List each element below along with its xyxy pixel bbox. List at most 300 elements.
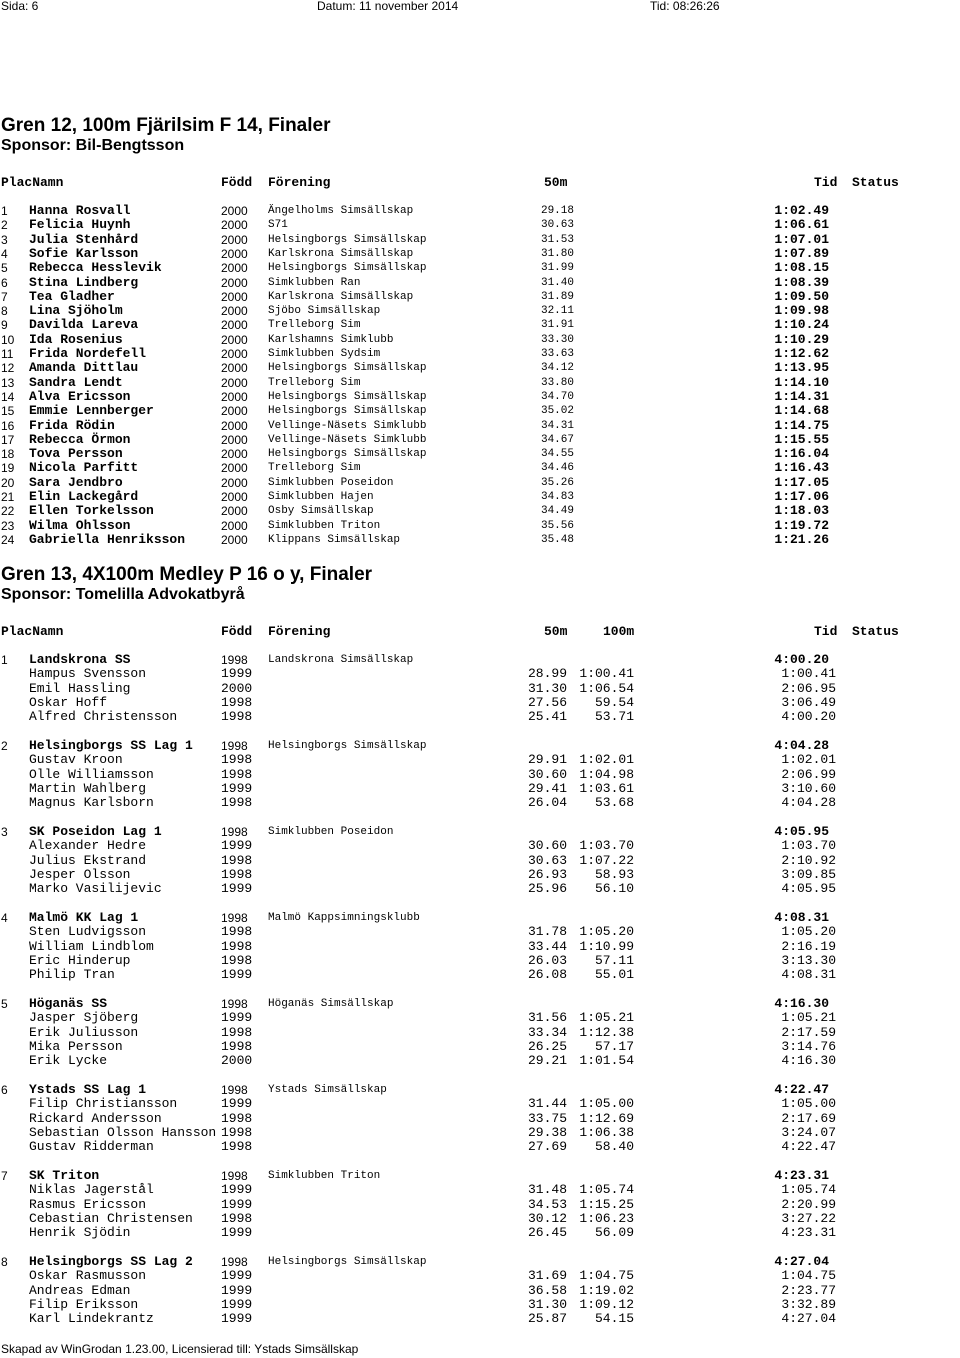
swimmer-row [0, 1312, 960, 1326]
birth-year-cell: 1998 [221, 825, 248, 839]
swimmer-row [0, 1054, 960, 1068]
final-time-cell: 1:14.68 [774, 403, 829, 419]
split-50m-cell: 30.63 [527, 852, 567, 868]
split-50m-cell: 28.99 [527, 666, 567, 682]
birth-year-cell: 2000 [221, 404, 248, 419]
split-50m-cell: 31.80 [540, 247, 574, 260]
swimmer-row [0, 696, 960, 710]
split-50m-cell: 29.18 [540, 205, 574, 217]
table-row [0, 333, 960, 347]
swimmer-row [0, 768, 960, 782]
birth-year-cell: 2000 [221, 461, 248, 476]
cumulative-time-cell: 3:09.85 [781, 866, 836, 882]
club-cell: Osby Simsällskap [268, 505, 374, 518]
final-time-cell: 1:16.43 [774, 460, 829, 476]
swimmer-name-cell: Eric Hinderup [29, 952, 131, 968]
final-time-cell: 1:17.05 [774, 474, 829, 490]
final-time-cell: 1:13.95 [774, 360, 829, 376]
place-cell: 11 [1, 347, 14, 361]
swimmer-name-cell: Lina Sjöholm [29, 303, 123, 319]
final-time-cell: 1:10.24 [774, 317, 829, 333]
split-50m-cell: 30.60 [527, 766, 567, 782]
swimmer-row [0, 1212, 960, 1226]
swimmer-row [0, 1097, 960, 1111]
team-row [0, 997, 960, 1011]
team-name-cell: Helsingborgs SS Lag 1 [29, 738, 193, 753]
split-50m-cell: 31.53 [540, 233, 574, 246]
team-name-cell: Ystads SS Lag 1 [29, 1082, 147, 1097]
place-cell: 6 [1, 1083, 8, 1097]
table-row [0, 476, 960, 490]
cumulative-time-cell: 3:27.22 [781, 1210, 836, 1226]
birth-year-cell: 2000 [221, 246, 248, 261]
swimmer-name-cell: Frida Nordefell [29, 346, 147, 361]
split-100m-cell: 1:00.41 [579, 666, 634, 682]
birth-year-cell: 2000 [221, 375, 248, 390]
split-50m-cell: 34.53 [527, 1196, 567, 1212]
swimmer-name-cell: Julia Stenhård [29, 231, 139, 247]
birth-year-cell: 1999 [221, 1268, 253, 1284]
birth-year-cell: 2000 [221, 204, 248, 218]
table-row [0, 318, 960, 332]
event1-sponsor: Sponsor: Bil-Bengtsson [1, 137, 185, 154]
birth-year-cell: 2000 [221, 218, 248, 233]
cumulative-time-cell: 1:03.70 [781, 838, 836, 854]
table-row [0, 533, 960, 547]
split-50m-cell: 35.56 [540, 519, 574, 532]
club-cell: S71 [268, 219, 288, 232]
club-cell: Sjöbo Simsällskap [268, 305, 381, 318]
split-100m-cell: 1:05.74 [579, 1182, 634, 1198]
swimmer-name-cell: Olle Williamsson [29, 766, 154, 782]
cumulative-time-cell: 2:06.99 [781, 766, 836, 782]
final-time-cell: 1:12.62 [774, 346, 829, 361]
place-cell: 21 [1, 490, 15, 504]
birth-year-cell: 1998 [221, 938, 253, 954]
swimmer-name-cell: Alva Ericsson [29, 388, 131, 404]
split-50m-cell: 34.70 [540, 390, 574, 403]
final-time-cell: 1:15.55 [774, 431, 829, 447]
final-time-cell: 1:09.50 [774, 288, 829, 304]
cumulative-time-cell: 2:20.99 [781, 1196, 836, 1212]
club-cell: Karlskrona Simsällskap [268, 290, 414, 303]
swimmer-name-cell: Hanna Rosvall [29, 203, 131, 218]
final-time-cell: 1:08.15 [774, 260, 829, 276]
birth-year-cell: 1999 [221, 1282, 253, 1298]
swimmer-name-cell: Ellen Torkelsson [29, 503, 154, 519]
split-50m-cell: 26.03 [527, 952, 567, 968]
swimmer-row [0, 1011, 960, 1025]
birth-year-cell: 2000 [221, 304, 248, 319]
split-100m-cell: 56.09 [594, 1225, 634, 1241]
cumulative-time-cell: 4:23.31 [781, 1225, 836, 1241]
swimmer-row [0, 753, 960, 767]
birth-year-cell: 1999 [221, 881, 253, 897]
cumulative-time-cell: 2:23.77 [781, 1282, 836, 1298]
swimmer-name-cell: Philip Tran [29, 967, 115, 983]
split-100m-cell: 55.01 [594, 967, 634, 983]
place-cell: 15 [1, 404, 15, 419]
birth-year-cell: 1999 [221, 967, 253, 983]
table-row [0, 490, 960, 504]
swimmer-row [0, 682, 960, 696]
final-time-cell: 1:02.49 [774, 203, 829, 218]
col-forening: Förening [268, 175, 331, 190]
swimmer-row [0, 782, 960, 796]
club-cell: Simklubben Poseidon [268, 826, 394, 838]
birth-year-cell: 1998 [221, 766, 253, 782]
club-cell: Helsingborgs Simsällskap [268, 740, 427, 752]
split-100m-cell: 53.71 [594, 709, 634, 725]
swimmer-name-cell: Amanda Dittlau [29, 360, 139, 376]
birth-year-cell: 2000 [221, 275, 248, 290]
split-50m-cell: 34.67 [540, 433, 574, 446]
swimmer-name-cell: Jasper Sjöberg [29, 1010, 139, 1026]
split-100m-cell: 57.17 [594, 1038, 634, 1054]
swimmer-name-cell: Jesper Olsson [29, 866, 131, 882]
cumulative-time-cell: 3:06.49 [781, 694, 836, 710]
birth-year-cell: 2000 [221, 518, 248, 533]
table-row [0, 404, 960, 418]
swimmer-name-cell: Gustav Kroon [29, 752, 123, 768]
swimmer-name-cell: Wilma Ohlsson [29, 517, 131, 533]
club-cell: Simklubben Poseidon [268, 476, 394, 489]
split-100m-cell: 1:04.98 [579, 766, 634, 782]
team-time-cell: 4:08.31 [774, 910, 829, 925]
table-row [0, 433, 960, 447]
swimmer-name-cell: Oskar Rasmusson [29, 1268, 147, 1284]
swimmer-name-cell: Hampus Svensson [29, 666, 147, 682]
team-time-cell: 4:05.95 [774, 824, 829, 839]
birth-year-cell: 1999 [221, 1182, 253, 1198]
cumulative-time-cell: 4:08.31 [781, 967, 836, 983]
split-50m-cell: 31.40 [540, 276, 574, 289]
swimmer-name-cell: Gabriella Henriksson [29, 531, 186, 547]
birth-year-cell: 1999 [221, 1196, 253, 1212]
event2-sponsor: Sponsor: Tomelilla Advokatbyrå [1, 586, 245, 603]
place-cell: 18 [1, 447, 15, 462]
split-50m-cell: 26.93 [527, 866, 567, 882]
table-row [0, 419, 960, 433]
club-cell: Helsingborgs Simsällskap [268, 390, 427, 403]
swimmer-name-cell: Oskar Hoff [29, 694, 108, 710]
club-cell: Simklubben Ran [268, 276, 361, 289]
place-cell: 8 [1, 304, 8, 319]
club-cell: Klippans Simsällskap [268, 533, 401, 546]
birth-year-cell: 1999 [221, 1311, 253, 1327]
swimmer-name-cell: Stina Lindberg [29, 274, 139, 290]
team-row [0, 911, 960, 925]
birth-year-cell: 1998 [221, 694, 253, 710]
swimmer-name-cell: Henrik Sjödin [29, 1225, 131, 1241]
place-cell: 23 [1, 518, 15, 533]
split-100m-cell: 58.93 [594, 866, 634, 882]
cumulative-time-cell: 4:16.30 [781, 1053, 836, 1069]
split-100m-cell: 1:01.54 [579, 1053, 634, 1069]
col-status: Status [852, 624, 899, 639]
team-name-cell: Helsingborgs SS Lag 2 [29, 1254, 193, 1269]
place-cell: 20 [1, 475, 15, 490]
col-forening: Förening [268, 624, 331, 639]
swimmer-name-cell: Martin Wahlberg [29, 780, 147, 796]
birth-year-cell: 1999 [221, 1010, 253, 1026]
split-100m-cell: 59.54 [594, 694, 634, 710]
birth-year-cell: 1998 [221, 1139, 253, 1155]
split-50m-cell: 33.80 [540, 376, 574, 389]
swimmer-name-cell: Elin Lackegård [29, 489, 139, 504]
split-50m-cell: 34.46 [540, 462, 574, 475]
place-cell: 4 [1, 911, 8, 925]
table-row [0, 290, 960, 304]
cumulative-time-cell: 1:05.74 [781, 1182, 836, 1198]
swimmer-row [0, 1126, 960, 1140]
place-cell: 16 [1, 418, 15, 433]
table-row [0, 204, 960, 218]
table-row [0, 304, 960, 318]
final-time-cell: 1:18.03 [774, 503, 829, 519]
birth-year-cell: 1999 [221, 1225, 253, 1241]
cumulative-time-cell: 2:17.69 [781, 1110, 836, 1126]
split-50m-cell: 33.30 [540, 333, 574, 346]
split-50m-cell: 30.12 [527, 1210, 567, 1226]
team-row [0, 739, 960, 753]
birth-year-cell: 1998 [221, 924, 253, 940]
birth-year-cell: 1998 [221, 653, 248, 667]
swimmer-name-cell: Sten Ludvigsson [29, 924, 147, 940]
birth-year-cell: 2000 [221, 289, 248, 304]
cumulative-time-cell: 4:04.28 [781, 795, 836, 811]
birth-year-cell: 1998 [221, 1024, 253, 1040]
table-row [0, 218, 960, 232]
club-cell: Karlshamns Simklubb [268, 333, 394, 346]
cumulative-time-cell: 2:06.95 [781, 680, 836, 696]
table-row [0, 447, 960, 461]
split-50m-cell: 36.58 [527, 1282, 567, 1298]
split-50m-cell: 29.91 [527, 752, 567, 768]
team-name-cell: Malmö KK Lag 1 [29, 910, 139, 925]
footer-text: Skapad av WinGrodan 1.23.00, Licensierad till: Ystads Simsällskap [1, 1342, 359, 1356]
cumulative-time-cell: 3:32.89 [781, 1296, 836, 1312]
club-cell: Simklubben Sydsim [268, 348, 381, 360]
split-100m-cell: 1:12.38 [579, 1024, 634, 1040]
swimmer-name-cell: Nicola Parfitt [29, 460, 139, 476]
place-cell: 9 [1, 318, 8, 333]
swimmer-name-cell: Rasmus Ericsson [29, 1196, 147, 1212]
cumulative-time-cell: 1:05.21 [781, 1010, 836, 1026]
birth-year-cell: 2000 [221, 1053, 253, 1069]
birth-year-cell: 1998 [221, 1210, 253, 1226]
birth-year-cell: 1998 [221, 709, 253, 725]
final-time-cell: 1:21.26 [774, 531, 829, 547]
split-50m-cell: 29.38 [527, 1124, 567, 1140]
place-cell: 3 [1, 825, 8, 839]
split-50m-cell: 33.44 [527, 938, 567, 954]
cumulative-time-cell: 1:05.20 [781, 924, 836, 940]
birth-year-cell: 2000 [221, 504, 248, 519]
split-50m-cell: 26.08 [527, 967, 567, 983]
split-100m-cell: 1:10.99 [579, 938, 634, 954]
place-cell: 12 [1, 361, 15, 376]
place-cell: 8 [1, 1255, 8, 1269]
split-100m-cell: 1:05.21 [579, 1010, 634, 1026]
swimmer-row [0, 1198, 960, 1212]
final-time-cell: 1:16.04 [774, 446, 829, 462]
page-number: Sida: 6 [1, 0, 39, 13]
table-row [0, 347, 960, 361]
cumulative-time-cell: 3:13.30 [781, 952, 836, 968]
final-time-cell: 1:07.01 [774, 231, 829, 247]
swimmer-row [0, 1284, 960, 1298]
split-100m-cell: 53.68 [594, 795, 634, 811]
split-50m-cell: 25.87 [527, 1311, 567, 1327]
split-50m-cell: 31.78 [527, 924, 567, 940]
birth-year-cell: 1999 [221, 1096, 253, 1112]
split-50m-cell: 31.30 [527, 680, 567, 696]
swimmer-row [0, 1040, 960, 1054]
split-50m-cell: 33.75 [527, 1110, 567, 1126]
swimmer-name-cell: Sofie Karlsson [29, 245, 139, 261]
final-time-cell: 1:07.89 [774, 245, 829, 261]
cumulative-time-cell: 4:27.04 [781, 1311, 836, 1327]
club-cell: Malmö Kappsimningsklubb [268, 912, 420, 924]
birth-year-cell: 2000 [221, 475, 248, 490]
place-cell: 2 [1, 218, 8, 233]
swimmer-row [0, 1269, 960, 1283]
col-placnamn: PlacNamn [1, 175, 64, 190]
split-50m-cell: 35.26 [540, 476, 574, 489]
swimmer-name-cell: Tea Gladher [29, 288, 115, 304]
swimmer-row [0, 954, 960, 968]
split-50m-cell: 33.63 [540, 348, 574, 360]
swimmer-row [0, 925, 960, 939]
col-fodd: Född [221, 624, 253, 639]
split-50m-cell: 29.21 [527, 1053, 567, 1069]
final-time-cell: 1:09.98 [774, 303, 829, 319]
swimmer-name-cell: Filip Christiansson [29, 1096, 178, 1112]
swimmer-name-cell: Rickard Andersson [29, 1110, 162, 1126]
split-50m-cell: 31.99 [540, 262, 574, 275]
birth-year-cell: 1998 [221, 852, 253, 868]
swimmer-name-cell: Filip Eriksson [29, 1296, 139, 1312]
swimmer-name-cell: Sandra Lendt [29, 374, 123, 390]
final-time-cell: 1:17.06 [774, 489, 829, 504]
cumulative-time-cell: 4:22.47 [781, 1139, 836, 1155]
place-cell: 14 [1, 389, 15, 404]
split-50m-cell: 34.55 [540, 448, 574, 461]
birth-year-cell: 1998 [221, 795, 253, 811]
table-row [0, 390, 960, 404]
swimmer-name-cell: Cebastian Christensen [29, 1210, 193, 1226]
place-cell: 22 [1, 504, 15, 519]
split-50m-cell: 34.12 [540, 362, 574, 375]
swimmer-name-cell: Frida Rödin [29, 417, 115, 433]
swimmer-name-cell: Sara Jendbro [29, 474, 123, 490]
swimmer-name-cell: Rebecca Örmon [29, 431, 131, 447]
swimmer-row [0, 1026, 960, 1040]
split-50m-cell: 25.41 [527, 709, 567, 725]
club-cell: Höganäs Simsällskap [268, 998, 394, 1010]
split-50m-cell: 26.04 [527, 795, 567, 811]
split-50m-cell: 31.30 [527, 1296, 567, 1312]
col-50m: 50m [544, 624, 568, 639]
swimmer-name-cell: Emil Hassling [29, 680, 131, 696]
swimmer-row [0, 940, 960, 954]
table-row [0, 233, 960, 247]
place-cell: 6 [1, 275, 8, 290]
team-name-cell: SK Triton [29, 1168, 100, 1183]
col-fodd: Född [221, 175, 253, 190]
split-50m-cell: 26.45 [527, 1225, 567, 1241]
cumulative-time-cell: 2:16.19 [781, 938, 836, 954]
swimmer-name-cell: Ida Rosenius [29, 331, 123, 347]
table-row [0, 276, 960, 290]
club-cell: Helsingborgs Simsällskap [268, 448, 427, 461]
birth-year-cell: 1998 [221, 997, 248, 1011]
split-50m-cell: 31.91 [540, 319, 574, 332]
swimmer-row [0, 1183, 960, 1197]
split-50m-cell: 31.48 [527, 1182, 567, 1198]
place-cell: 5 [1, 261, 8, 276]
swimmer-name-cell: Niklas Jagerstål [29, 1182, 154, 1198]
swimmer-name-cell: Mika Persson [29, 1038, 123, 1054]
split-50m-cell: 35.48 [540, 533, 574, 546]
split-100m-cell: 54.15 [594, 1311, 634, 1327]
team-row [0, 1083, 960, 1097]
club-cell: Karlskrona Simsällskap [268, 247, 414, 260]
swimmer-name-cell: Gustav Ridderman [29, 1139, 154, 1155]
split-50m-cell: 35.02 [540, 405, 574, 418]
birth-year-cell: 1998 [221, 1083, 248, 1097]
club-cell: Landskrona Simsällskap [268, 654, 414, 666]
place-cell: 13 [1, 375, 15, 390]
club-cell: Simklubben Triton [268, 1170, 381, 1182]
birth-year-cell: 2000 [221, 532, 248, 547]
birth-year-cell: 2000 [221, 261, 248, 276]
swimmer-row [0, 1112, 960, 1126]
cumulative-time-cell: 1:02.01 [781, 752, 836, 768]
cumulative-time-cell: 2:17.59 [781, 1024, 836, 1040]
place-cell: 1 [1, 204, 8, 218]
birth-year-cell: 1998 [221, 866, 253, 882]
swimmer-row [0, 1226, 960, 1240]
col-placnamn: PlacNamn [1, 624, 64, 639]
club-cell: Ängelholms Simsällskap [268, 205, 414, 217]
birth-year-cell: 1998 [221, 1110, 253, 1126]
col-tid: Tid [814, 175, 838, 190]
cumulative-time-cell: 1:00.41 [781, 666, 836, 682]
col-status: Status [852, 175, 899, 190]
birth-year-cell: 1998 [221, 1169, 248, 1183]
birth-year-cell: 2000 [221, 332, 248, 347]
final-time-cell: 1:14.75 [774, 417, 829, 433]
swimmer-name-cell: Rebecca Hesslevik [29, 260, 162, 276]
team-time-cell: 4:16.30 [774, 996, 829, 1011]
swimmer-row [0, 839, 960, 853]
swimmer-row [0, 710, 960, 724]
place-cell: 3 [1, 232, 8, 247]
place-cell: 19 [1, 461, 15, 476]
swimmer-name-cell: Magnus Karlsborn [29, 795, 154, 811]
split-100m-cell: 1:02.01 [579, 752, 634, 768]
birth-year-cell: 1998 [221, 752, 253, 768]
club-cell: Helsingborgs Simsällskap [268, 1256, 427, 1268]
swimmer-row [0, 882, 960, 896]
club-cell: Helsingborgs Simsällskap [268, 362, 427, 375]
split-100m-cell: 1:05.00 [579, 1096, 634, 1112]
event2-title: Gren 13, 4X100m Medley P 16 o y, Finaler [1, 564, 373, 585]
place-cell: 10 [1, 332, 15, 347]
split-50m-cell: 31.56 [527, 1010, 567, 1026]
